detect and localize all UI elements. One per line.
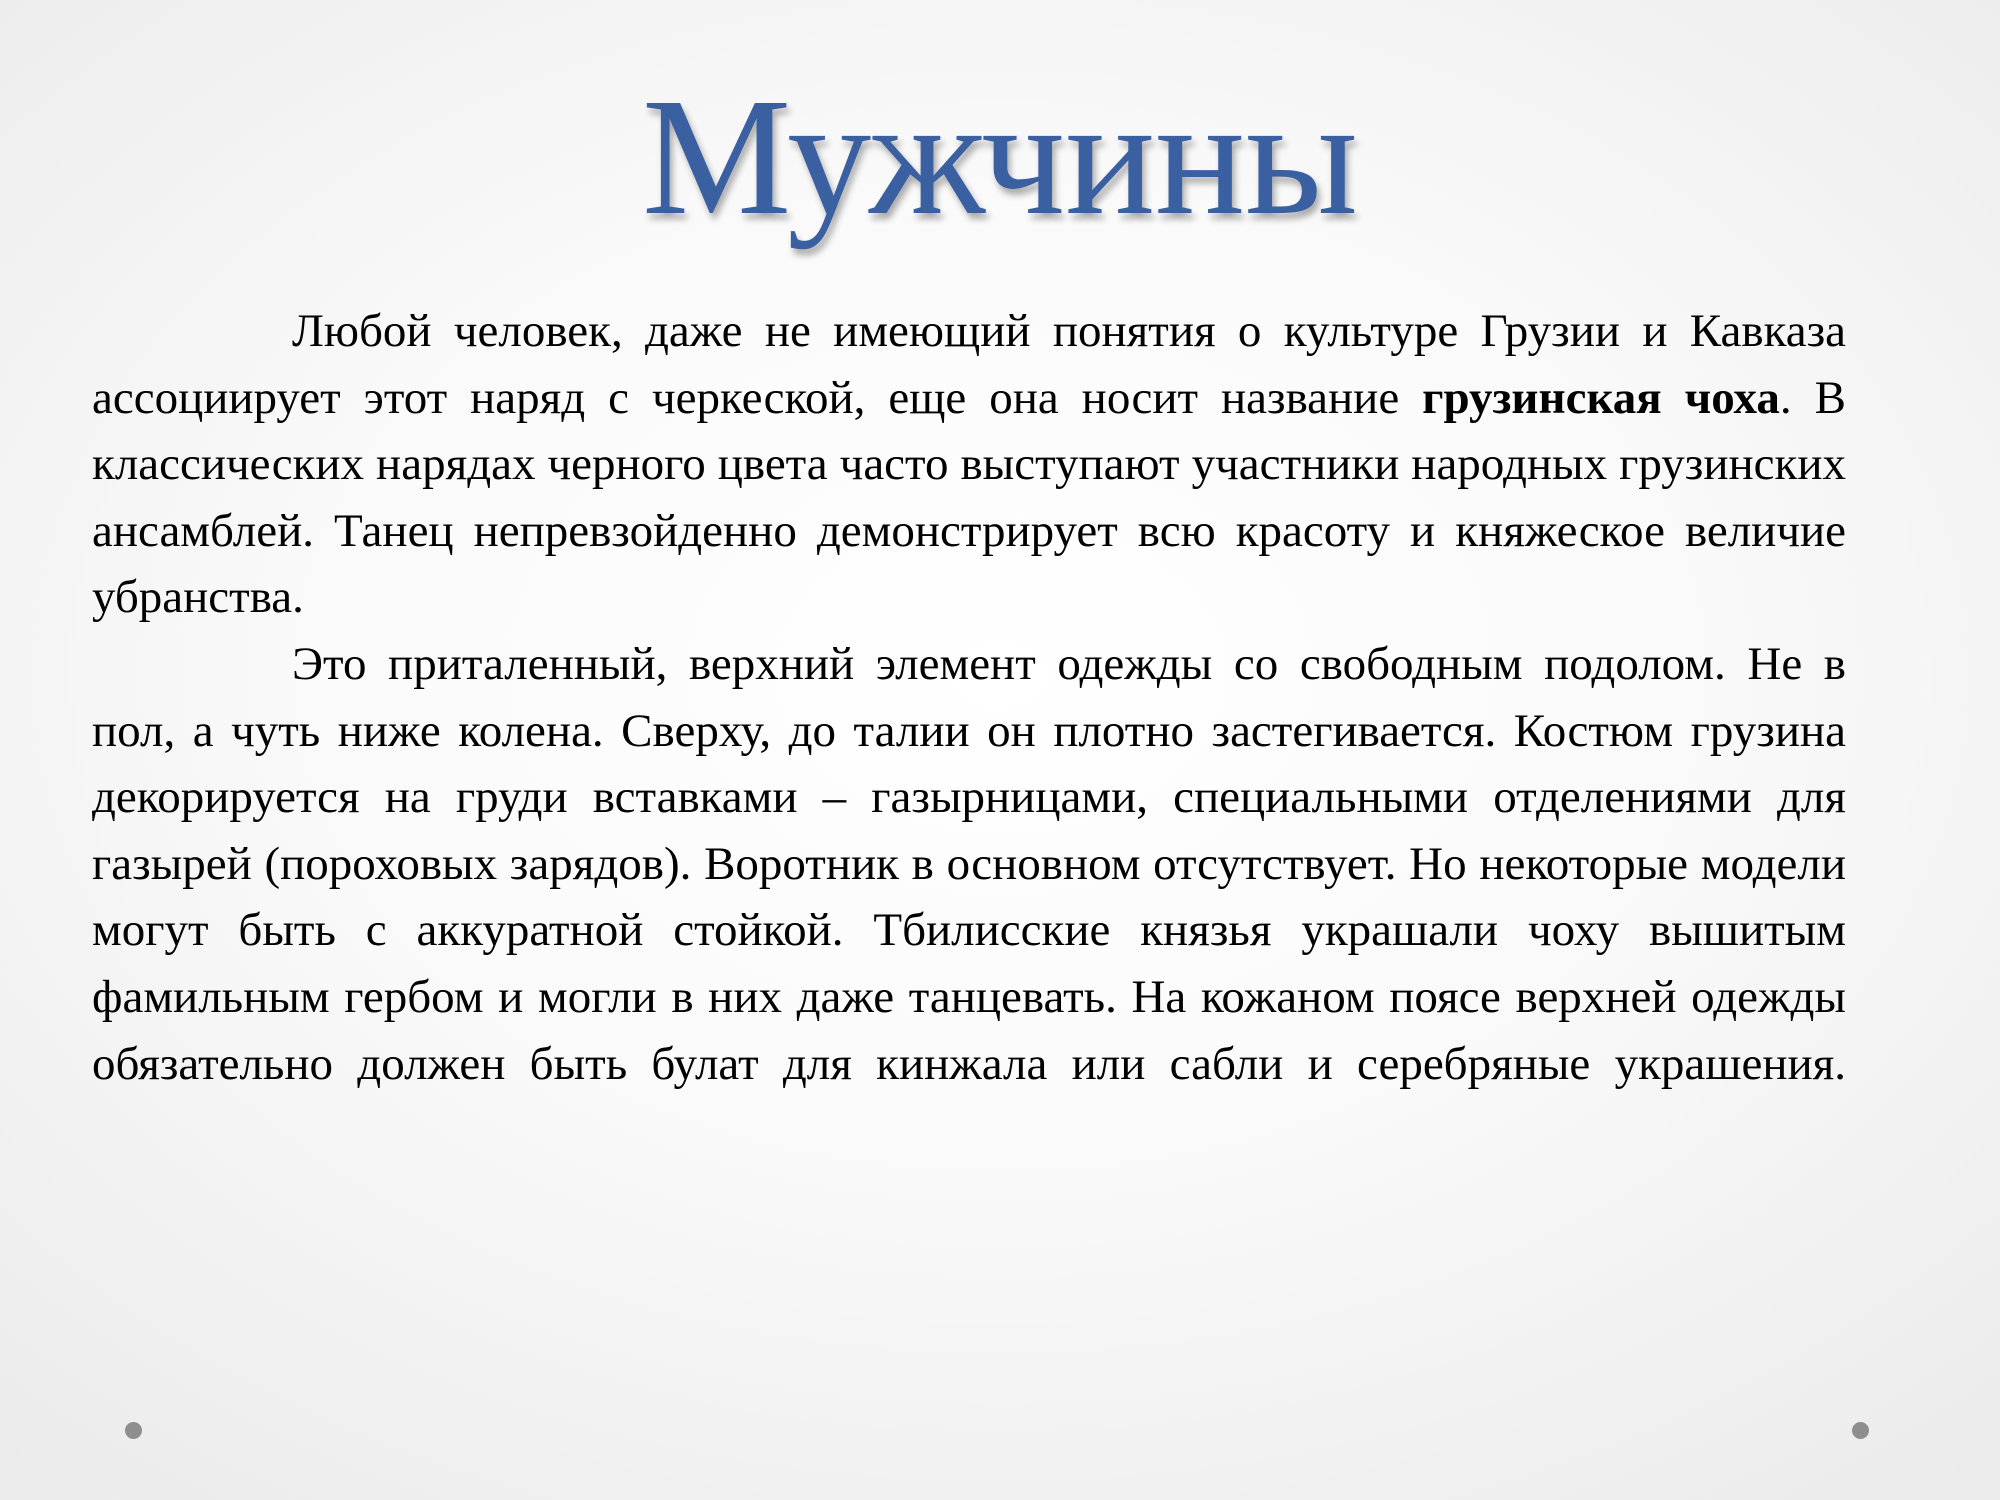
- slide-title: Мужчины: [641, 64, 1359, 250]
- paragraph-1-bold-term: грузинская чоха: [1422, 371, 1780, 424]
- paragraph-1: [92, 298, 1846, 631]
- slide-body: [92, 298, 1846, 1097]
- paragraph-1-tail: . В классических нарядах черного цвета часто выступают участники народных грузинских ансамблей. Танец непревзойденно демонстрирует всю красоту и княжеское величие убранства.: [92, 371, 1846, 624]
- paragraph-2: Это приталенный, верхний элемент одежды со свободным подолом. Не в пол, а чуть ниже колена. Сверху, до талии он плотно застегивается. Костюм грузина декорируется на груди вставками – газырницами, специальными отделениями для газырей (пороховых зарядов). Воротник в основном отсутствует. Но некоторые модели могут быть с аккуратной стойкой. Тбилисские князья украшали чоху вышитым фамильным гербом и могли в них даже танцевать. На кожаном поясе верхней одежды обязательно должен быть булат для кинжала или сабли и серебряные украшения.: [92, 637, 1846, 1090]
- paragraph-1-lead: Любой человек, даже не имеющий понятия о культуре Грузии и Кавказа ассоциирует этот наряд с черкеской, еще она носит название: [92, 305, 1846, 424]
- left-dot-icon: [125, 1422, 142, 1439]
- right-dot-icon: [1852, 1422, 1869, 1439]
